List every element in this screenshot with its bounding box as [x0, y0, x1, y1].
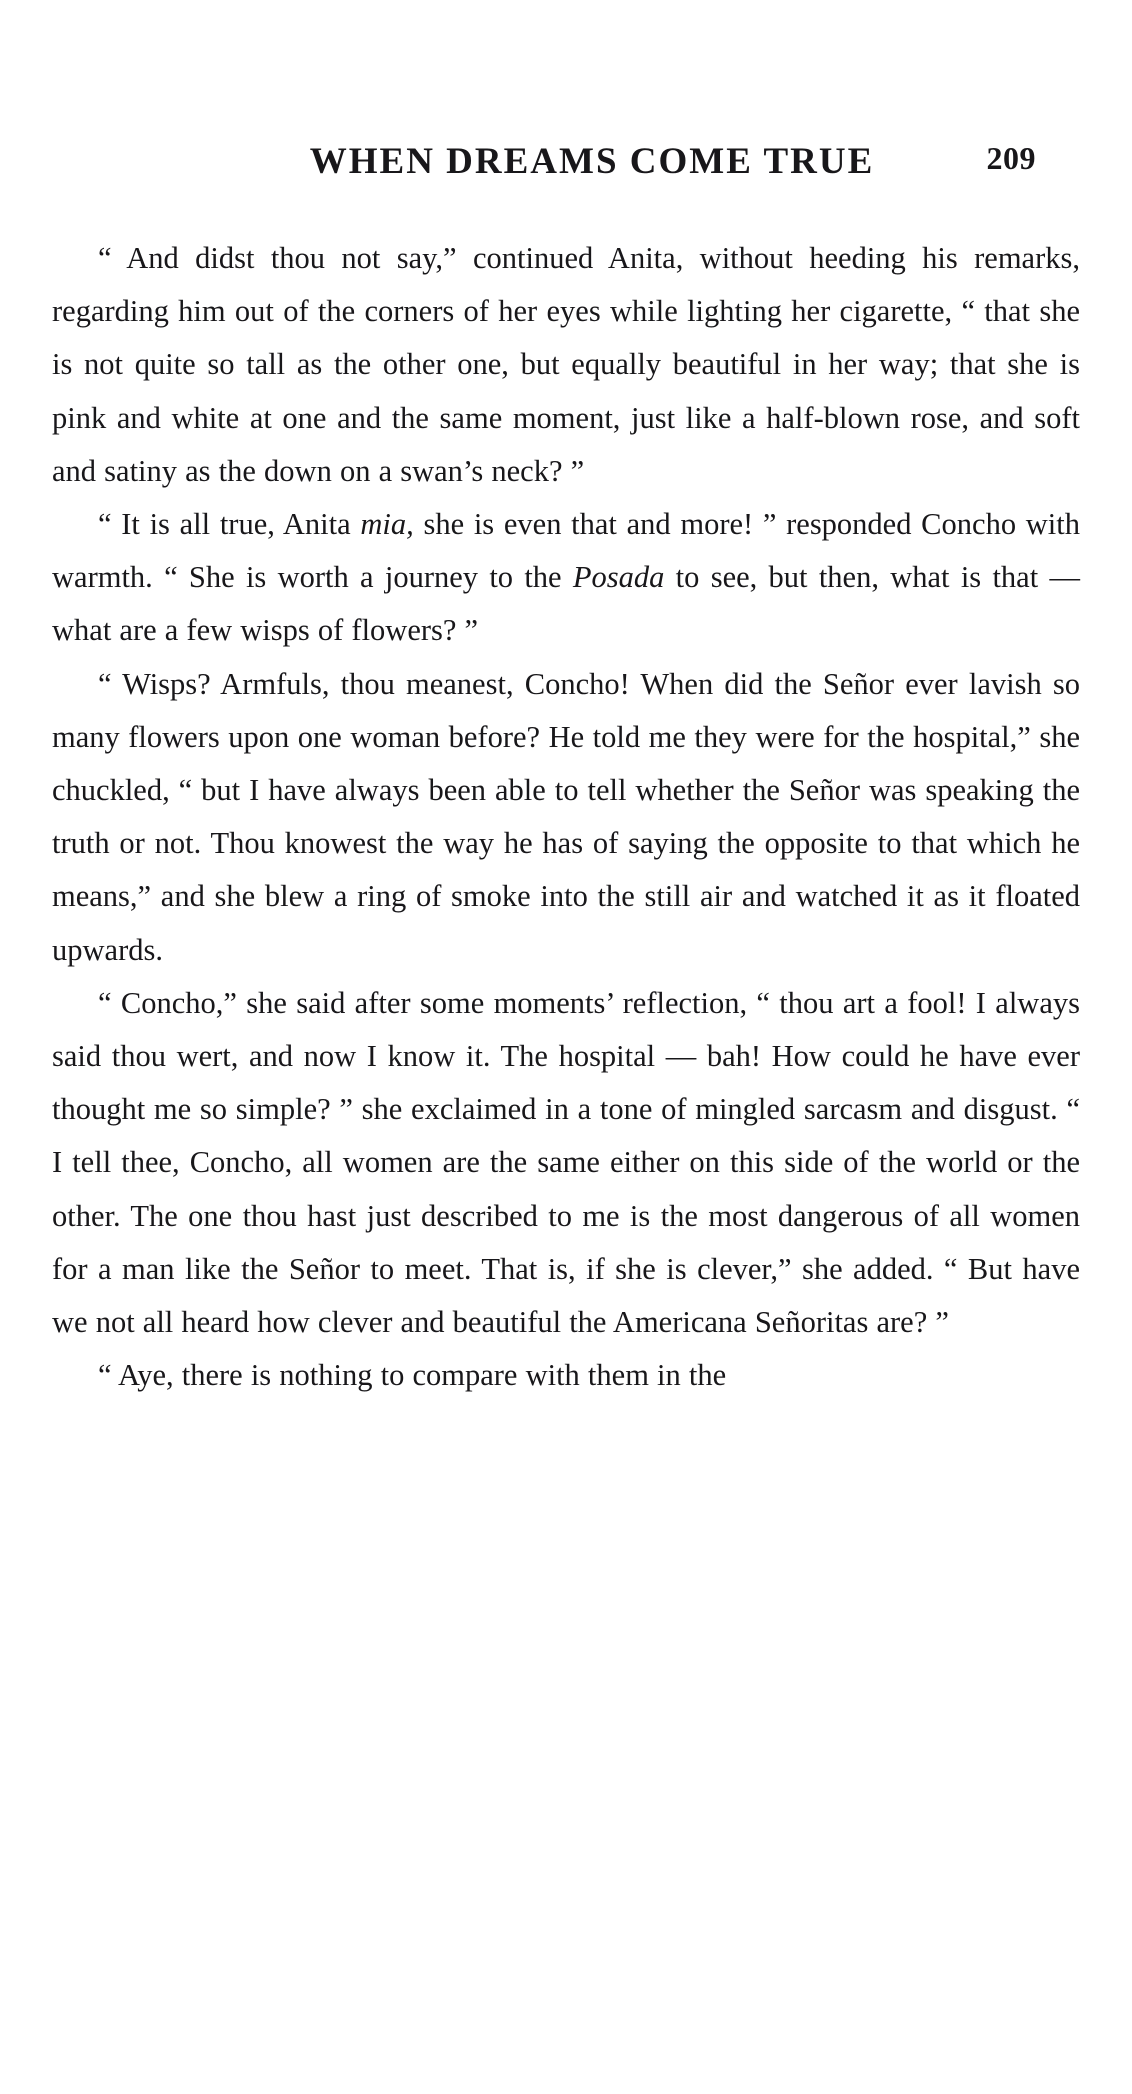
text-run: to see, but then, what is that — what are a few wisps of flowers? ”	[52, 560, 1080, 648]
paragraph	[52, 977, 1080, 1349]
text-run: “ It is all true, Anita	[98, 507, 361, 542]
page-body	[52, 232, 1080, 1402]
text-run: “ Wisps? Armfuls, thou meanest, Concho! When did the Señor ever lavish so many flowers upon one woman before? He told me they were for the hospital,” she chuckled, “ but I have always been able to tell whether the Señor was speaking the truth or not. Thou knowest the way he has of saying the opposite to that which he means,” and she blew a ring of smoke into the still air and watched it as it floated upwards.	[52, 666, 1080, 967]
text-run: “ Concho,” she said after some moments’ reflection, “ thou art a fool! I always said thou wert, and now I know it. The hospital — bah! How could he have ever thought me so simple? ” she exclaimed in a tone of mingled sarcasm and disgust. “ I tell thee, Concho, all women are the same either on this side of the world or the other. The one thou hast just described to me is the most dangerous of all women for a man like the Señor to meet. That is, if she is clever,” she added. “ But have we not all heard how clever and beautiful the Americana Señoritas are? ”	[52, 985, 1080, 1340]
paragraph	[52, 658, 1080, 977]
running-title: WHEN DREAMS COME TRUE	[309, 141, 875, 182]
italic-run: mia,	[360, 507, 414, 542]
text-run: “ Aye, there is nothing to compare with them in the	[98, 1358, 727, 1393]
page-number: 209	[986, 140, 1036, 176]
text-run: she is even that and more! ” responded Concho with warmth. “ She is worth a journey to the	[52, 507, 1080, 595]
italic-run: Posada	[572, 560, 665, 595]
text-run: “ And didst thou not say,” continued Anita, without heeding his remarks, regarding him out of the corners of her eyes while lighting her cigarette, “ that she is not quite so tall as the other one, but equally beautiful in her way; that she is pink and white at one and the same moment, just like a half-blown rose, and soft and satiny as the down on a swan’s neck? ”	[52, 241, 1080, 488]
page-header	[0, 140, 1132, 192]
paragraph	[52, 498, 1080, 658]
paragraph	[52, 1349, 1080, 1402]
paragraph	[52, 232, 1080, 498]
